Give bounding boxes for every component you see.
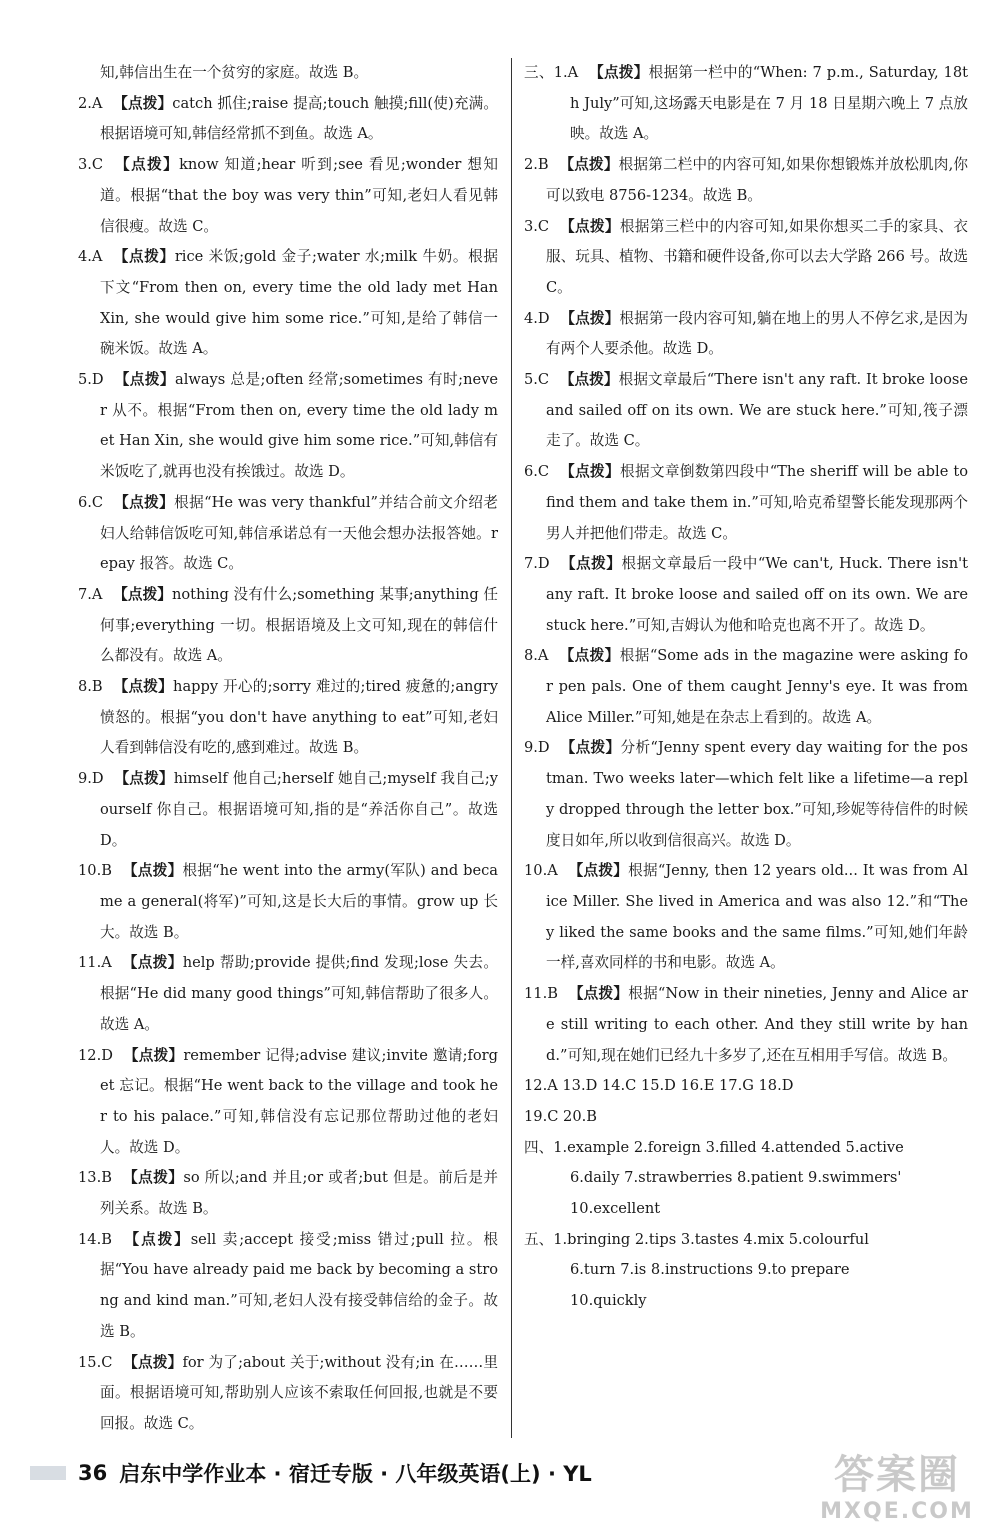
footer-decoration <box>30 1466 66 1480</box>
answer-number: 13.B <box>78 1169 112 1187</box>
answer-text: 2.foreign 3.filled 4.attended 5.active <box>633 1138 904 1156</box>
answer-item <box>524 150 968 211</box>
answer-number: 11.A <box>78 954 112 972</box>
answer-text: rice 米饭;gold 金子;water 水;milk 牛奶。根据下文“From then on, every time the old lady met Han Xin, she would give him some rice.”可知,是给了韩信一碗米饭。故选 A。 <box>100 248 498 358</box>
answer-number: 2.A <box>78 94 103 112</box>
hint-tag: 【点拨】 <box>114 770 174 788</box>
column-divider <box>511 58 512 1438</box>
answer-text: 根据“He was very thankful”并结合前文介绍老妇人给韩信饭吃可知,韩信承诺总有一天他会想办法报答她。repay 报答。故选 C。 <box>100 493 498 573</box>
right-column <box>524 58 968 1317</box>
answer-number: 14.B <box>78 1230 112 1248</box>
answer-item <box>524 1225 968 1256</box>
answer-text: 根据“Some ads in the magazine were asking for pen pals. One of them caught Jenny's eye. It was from Alice Miller.”可知,她是在杂志上看到的。故选 A。 <box>546 647 968 726</box>
answer-item <box>78 1041 498 1164</box>
answer-number: 4.A <box>78 248 103 266</box>
answer-text: 6.daily 7.strawberries 8.patient 9.swimmers' <box>570 1169 902 1187</box>
answer-text: 根据第一栏中的“When: 7 p.m., Saturday, 18th July”可知,这场露天电影是在 7 月 18 日星期六晚上 7 点放映。故选 A。 <box>570 64 968 143</box>
hint-tag: 【点拨】 <box>589 64 649 81</box>
hint-tag: 【点拨】 <box>122 862 183 880</box>
answer-text: for 为了;about 关于;without 没有;in 在……里面。根据语境可知,帮助别人应该不索取任何回报,也就是不要回报。故选 C。 <box>100 1353 499 1432</box>
answer-item <box>78 1163 498 1224</box>
answer-number: 7.A <box>78 585 103 603</box>
answer-text: help 帮助;provide 提供;find 发现;lose 失去。根据“He did many good things”可知,韩信帮助了很多人。故选 A。 <box>100 954 498 1033</box>
answer-number: 12.D <box>78 1046 113 1064</box>
answer-text: 20.B <box>563 1107 597 1125</box>
answer-item <box>524 1133 968 1164</box>
answer-number: 5.C <box>524 371 550 389</box>
hint-tag: 【点拨】 <box>560 309 620 327</box>
answer-number: 5.D <box>78 371 104 389</box>
hint-tag: 【点拨】 <box>113 94 173 112</box>
hint-tag: 【点拨】 <box>123 1046 184 1064</box>
answer-text: 根据第一段内容可知,躺在地上的男人不停乞求,是因为有两个人要杀他。故选 D。 <box>546 309 968 358</box>
hint-tag: 【点拨】 <box>568 862 629 880</box>
answer-item <box>78 58 498 89</box>
hint-tag: 【点拨】 <box>115 156 180 174</box>
answer-text: himself 他自己;herself 她自己;myself 我自己;yourself 你自己。根据语境可知,指的是“养活你自己”。故选 D。 <box>100 770 498 849</box>
answer-number: 12.A <box>524 1077 558 1095</box>
answer-number: 三、1.A <box>524 64 579 81</box>
answer-item <box>78 150 498 242</box>
answer-number: 19.C <box>524 1107 559 1125</box>
hint-tag: 【点拨】 <box>114 371 175 389</box>
answer-number: 9.D <box>524 739 550 757</box>
answer-number: 4.D <box>524 309 550 327</box>
hint-tag: 【点拨】 <box>124 1230 191 1248</box>
answer-text: 根据文章倒数第四段中“The sheriff will be able to find them and take them in.”可知,哈克希望警长能发现那两个男人并把他们带走。故选 C。 <box>546 463 968 542</box>
answer-item <box>524 733 968 856</box>
answer-item <box>524 1286 968 1317</box>
answer-text: 根据第二栏中的内容可知,如果你想锻炼并放松肌肉,你可以致电 8756-1234。故选 B。 <box>546 156 968 204</box>
hint-tag: 【点拨】 <box>560 463 620 481</box>
answer-item <box>524 1071 968 1102</box>
answer-item <box>524 549 968 641</box>
answer-item <box>524 212 968 304</box>
answer-item <box>524 641 968 733</box>
answer-number: 10.B <box>78 862 112 880</box>
answer-text: know 知道;hear 听到;see 看见;wonder 想知道。根据“that the boy was very thin”可知,老妇人看见韩信很瘦。故选 C。 <box>100 156 498 235</box>
answer-number: 8.A <box>524 647 549 665</box>
answer-item <box>78 672 498 764</box>
answer-item <box>524 365 968 457</box>
answer-number: 2.B <box>524 156 549 174</box>
answer-item <box>524 457 968 549</box>
watermark-url: MXQE.COM <box>820 1499 974 1524</box>
answer-number: 四、1.example <box>524 1138 630 1156</box>
answer-item <box>78 580 498 672</box>
answer-item <box>524 1255 968 1286</box>
answer-text: 根据第三栏中的内容可知,如果你想买二手的家具、衣服、玩具、植物、书籍和硬件设备,你可以去大学路 266 号。故选 C。 <box>546 217 968 296</box>
answer-number: 3.C <box>524 217 550 235</box>
answer-number: 6.C <box>78 493 104 511</box>
answer-number: 8.B <box>78 678 103 696</box>
left-column <box>78 58 498 1440</box>
hint-tag: 【点拨】 <box>559 371 619 389</box>
answer-item <box>78 488 498 580</box>
answer-item <box>524 856 968 979</box>
answer-item <box>78 242 498 365</box>
answer-text: so 所以;and 并且;or 或者;but 但是。前后是并列关系。故选 B。 <box>100 1169 498 1218</box>
answer-item <box>524 1194 968 1225</box>
hint-tag: 【点拨】 <box>560 739 621 757</box>
answer-text: 10.excellent <box>570 1200 661 1218</box>
book-title: 启东中学作业本 · 宿迁专版 · 八年级英语(上) · YL <box>119 1462 592 1486</box>
answer-text: 知,韩信出生在一个贫穷的家庭。故选 B。 <box>100 64 369 81</box>
hint-tag: 【点拨】 <box>568 985 629 1003</box>
answer-number: 10.A <box>524 862 558 880</box>
answer-item <box>78 89 498 150</box>
answer-number: 11.B <box>524 985 558 1003</box>
hint-tag: 【点拨】 <box>113 678 174 696</box>
answer-item <box>78 856 498 948</box>
answer-text: happy 开心的;sorry 难过的;tired 疲惫的;angry 愤怒的。根据“you don't have anything to eat”可知,老妇人看到韩信没有吃的,感到难过。故选 B。 <box>100 678 498 757</box>
answer-text: nothing 没有什么;something 某事;anything 任何事;everything 一切。根据语境及上文可知,现在的韩信什么都没有。故选 A。 <box>100 585 498 665</box>
answer-number: 9.D <box>78 770 104 788</box>
answer-text: remember 记得;advise 建议;invite 邀请;forget 忘记。根据“He went back to the village and took her to his palace.”可知,韩信没有忘记那位帮助过他的老妇人。故选 D。 <box>100 1046 498 1156</box>
answer-number: 3.C <box>78 156 104 174</box>
answer-text: 根据文章最后一段中“We can't, Huck. There isn't any raft. It broke loose and sailed off on its own. We are stuck here.”可知,吉姆认为他和哈克也离不开了。故选 D。 <box>546 555 968 634</box>
answer-item <box>78 1348 498 1440</box>
answer-text: 分析“Jenny spent every day waiting for the postman. Two weeks later—which felt like a lifetime—a reply dropped through the letter box.”可知,珍妮等待信件的时候度日如年,所以收到信很高兴。故选 D。 <box>546 739 968 849</box>
answer-number: 五、1.bringing <box>524 1230 631 1248</box>
answer-text: 根据“Jenny, then 12 years old... It was from Alice Miller. She lived in America and was also 12.”和“They liked the same books and the same films.”可知,她们年龄一样,喜欢同样的书和电影。故选 A。 <box>546 862 968 972</box>
hint-tag: 【点拨】 <box>123 1353 183 1371</box>
answer-item <box>524 1102 968 1133</box>
answer-text: always 总是;often 经常;sometimes 有时;never 从不。根据“From then on, every time the old lady met Han Xin, she would give him some rice.”可知,韩信有米饭吃了,就再也没有挨饿过。故选 D。 <box>100 371 498 481</box>
hint-tag: 【点拨】 <box>559 156 619 174</box>
page-number: 36 <box>78 1461 108 1485</box>
answer-item <box>78 764 498 856</box>
answer-item <box>524 979 968 1071</box>
answer-text: 根据文章最后“There isn't any raft. It broke loose and sailed off on its own. We are stuck here.”可知,筏子漂走了。故选 C。 <box>546 371 968 450</box>
hint-tag: 【点拨】 <box>114 493 175 511</box>
hint-tag: 【点拨】 <box>122 954 183 972</box>
answer-item <box>524 58 968 150</box>
answer-item <box>524 1163 968 1194</box>
answer-text: 10.quickly <box>570 1292 647 1310</box>
page-footer <box>30 1458 592 1488</box>
hint-tag: 【点拨】 <box>113 585 172 603</box>
watermark <box>813 1452 981 1532</box>
answer-item <box>78 948 498 1040</box>
answer-item <box>78 1225 498 1348</box>
hint-tag: 【点拨】 <box>113 248 175 266</box>
answer-text: 6.turn 7.is 8.instructions 9.to prepare <box>570 1261 850 1279</box>
answer-number: 7.D <box>524 555 550 573</box>
answer-number: 15.C <box>78 1353 113 1371</box>
watermark-logo: 答案圈 <box>834 1452 960 1498</box>
answer-text: 根据“Now in their nineties, Jenny and Alice are still writing to each other. And they still write by hand.”可知,现在她们已经九十多岁了,还在互相用手写信。故选 B。 <box>546 985 968 1064</box>
hint-tag: 【点拨】 <box>560 217 620 235</box>
answer-item <box>78 365 498 488</box>
hint-tag: 【点拨】 <box>559 647 620 665</box>
hint-tag: 【点拨】 <box>123 1169 184 1187</box>
answer-text: 根据“he went into the army(军队) and became a general(将军)”可知,这是长大后的事情。grow up 长大。故选 B。 <box>100 862 499 941</box>
hint-tag: 【点拨】 <box>560 555 622 573</box>
answer-item <box>524 304 968 365</box>
answer-number: 6.C <box>524 463 550 481</box>
answer-text: 13.D 14.C 15.D 16.E 17.G 18.D <box>562 1077 794 1095</box>
answer-text: 2.tips 3.tastes 4.mix 5.colourful <box>634 1230 869 1248</box>
answer-text: catch 抓住;raise 提高;touch 触摸;fill(使)充满。根据语境可知,韩信经常抓不到鱼。故选 A。 <box>100 94 498 143</box>
answer-text: sell 卖;accept 接受;miss 错过;pull 拉。根据“You have already paid me back by becoming a strong and kind man.”可知,老妇人没有接受韩信给的金子。故选 B。 <box>100 1230 499 1340</box>
